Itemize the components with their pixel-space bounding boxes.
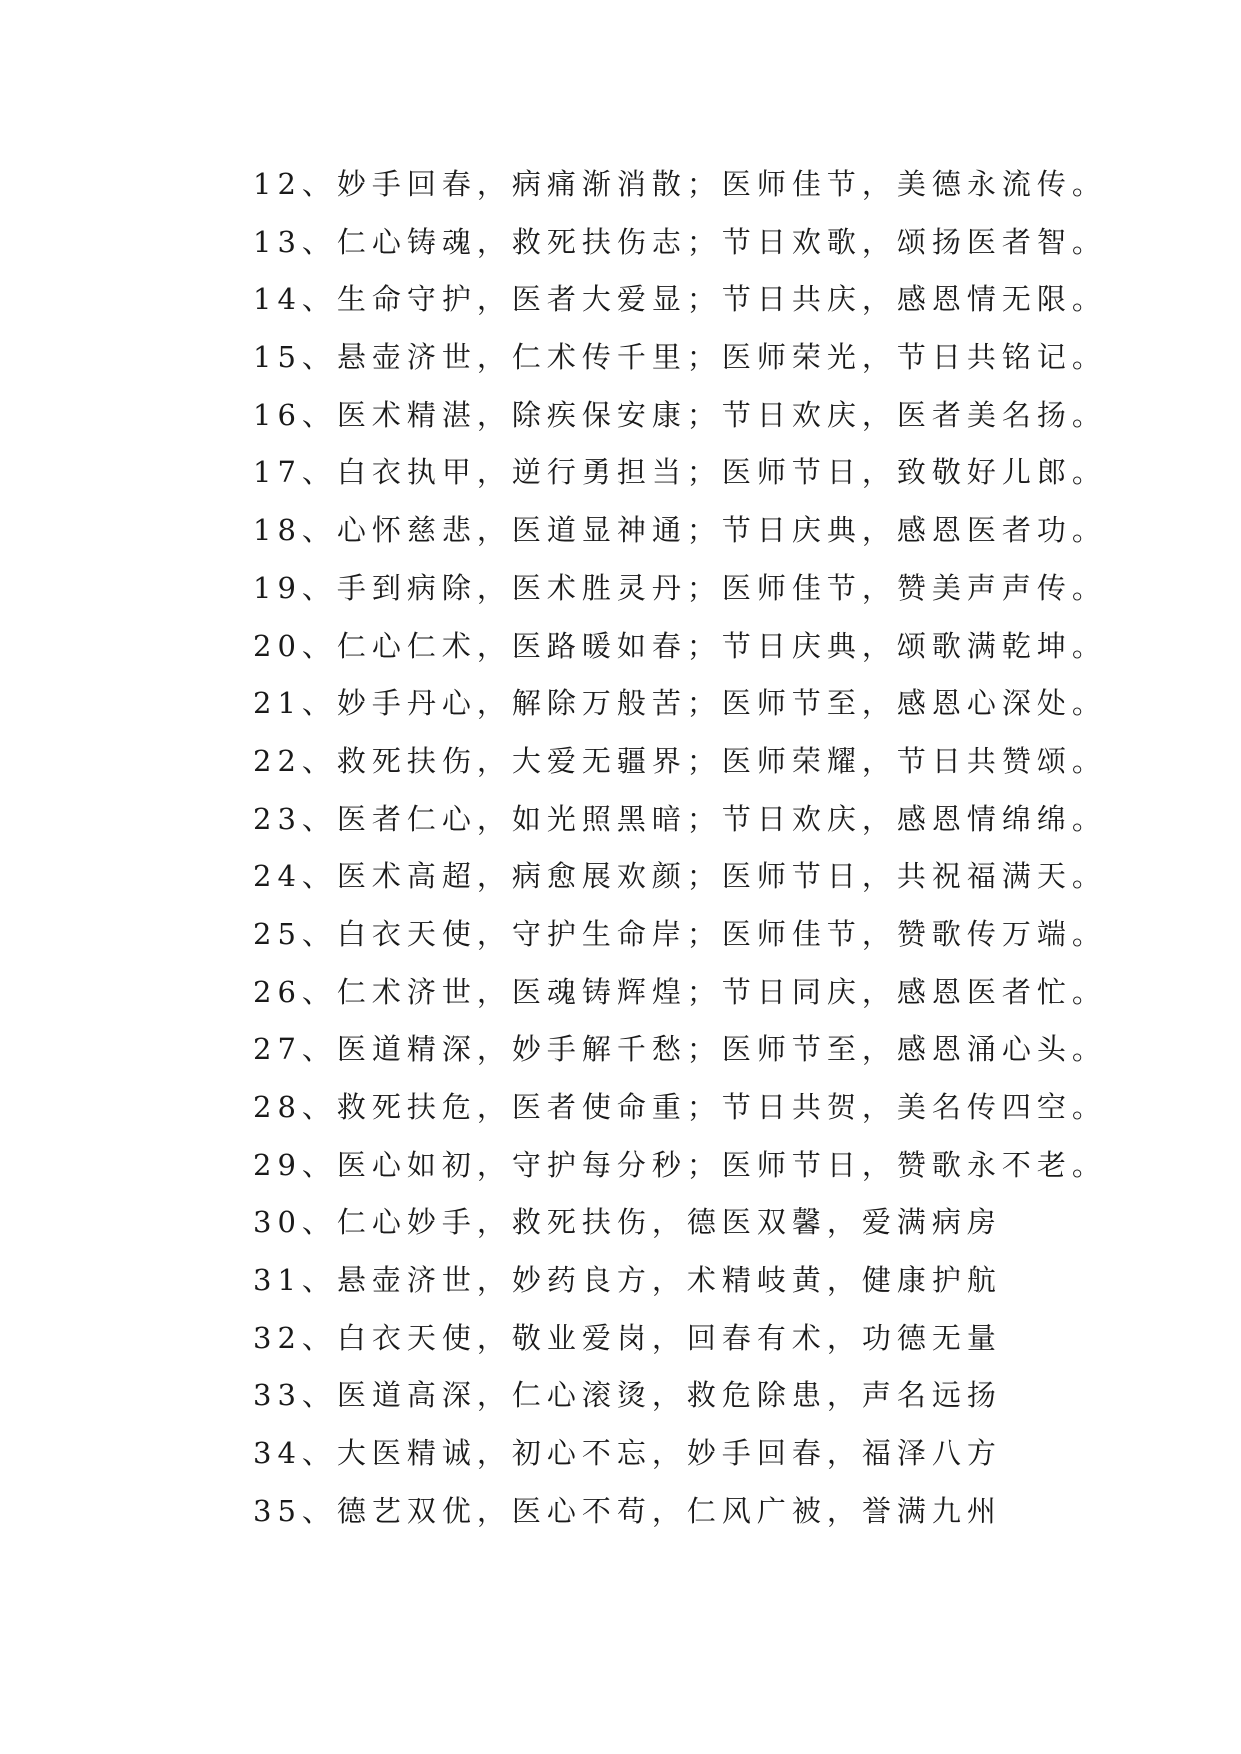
list-item: 27、医道精深，妙手解千愁；医师节至，感恩涌心头。 (253, 1032, 1107, 1067)
list-item: 16、医术精湛，除疾保安康；节日欢庆，医者美名扬。 (253, 397, 1107, 432)
list-item: 26、仁术济世，医魂铸辉煌；节日同庆，感恩医者忙。 (253, 974, 1107, 1009)
list-item: 30、仁心妙手，救死扶伤，德医双馨，爱满病房 (253, 1205, 1002, 1240)
list-item: 17、白衣执甲，逆行勇担当；医师节日，致敬好儿郎。 (253, 455, 1107, 490)
greeting-list (253, 156, 1107, 1541)
list-item: 31、悬壶济世，妙药良方，术精岐黄，健康护航 (253, 1263, 1002, 1298)
list-item: 19、手到病除，医术胜灵丹；医师佳节，赞美声声传。 (253, 570, 1107, 605)
list-item: 22、救死扶伤，大爱无疆界；医师荣耀，节日共赞颂。 (253, 743, 1107, 778)
list-item: 12、妙手回春，病痛渐消散；医师佳节，美德永流传。 (253, 167, 1107, 201)
list-item: 24、医术高超，病愈展欢颜；医师节日，共祝福满天。 (253, 859, 1107, 894)
list-item: 20、仁心仁术，医路暖如春；节日庆典，颂歌满乾坤。 (253, 628, 1107, 663)
list-item: 25、白衣天使，守护生命岸；医师佳节，赞歌传万端。 (253, 916, 1107, 951)
list-item: 35、德艺双优，医心不苟，仁风广被，誉满九州 (253, 1493, 1002, 1528)
list-item: 34、大医精诚，初心不忘，妙手回春，福泽八方 (253, 1436, 1002, 1471)
list-item: 18、心怀慈悲，医道显神通；节日庆典，感恩医者功。 (253, 513, 1107, 548)
list-item: 13、仁心铸魂，救死扶伤志；节日欢歌，颂扬医者智。 (253, 224, 1107, 259)
list-item: 21、妙手丹心，解除万般苦；医师节至，感恩心深处。 (253, 686, 1107, 721)
list-item: 15、悬壶济世，仁术传千里；医师荣光，节日共铭记。 (253, 340, 1107, 375)
list-item: 32、白衣天使，敬业爱岗，回春有术，功德无量 (253, 1320, 1002, 1355)
list-item: 28、救死扶危，医者使命重；节日共贺，美名传四空。 (253, 1090, 1107, 1124)
list-item: 23、医者仁心，如光照黑暗；节日欢庆，感恩情绵绵。 (253, 801, 1107, 836)
list-item: 29、医心如初，守护每分秒；医师节日，赞歌永不老。 (253, 1147, 1107, 1182)
list-item: 14、生命守护，医者大爱显；节日共庆，感恩情无限。 (253, 282, 1107, 317)
list-item: 33、医道高深，仁心滚烫，救危除患，声名远扬 (253, 1378, 1002, 1413)
